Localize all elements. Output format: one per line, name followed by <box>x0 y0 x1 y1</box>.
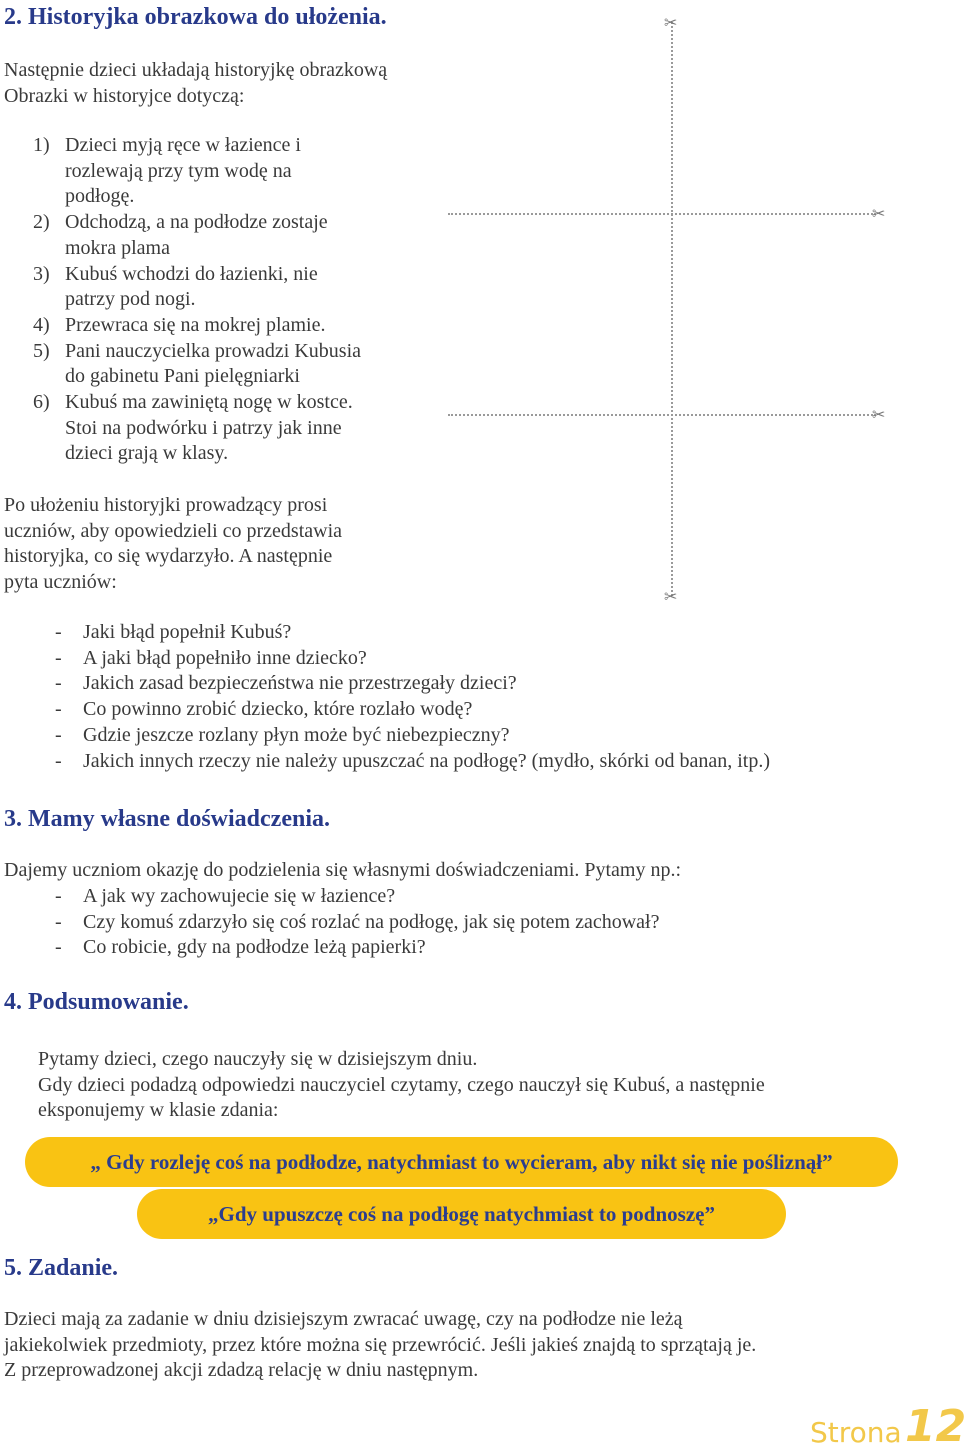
question-text: Jakich zasad bezpieczeństwa nie przestrzegały dzieci? <box>83 672 517 695</box>
story-step-number: 3) <box>33 262 50 285</box>
paragraph-line: Dzieci mają za zadanie w dniu dzisiejszym zwracać uwagę, czy na podłodze nie leżą <box>4 1308 683 1330</box>
dash-marker: - <box>55 723 62 746</box>
section-2-after <box>4 493 424 596</box>
scissors-icon: ✂ <box>664 587 678 606</box>
dash-marker: - <box>55 621 62 643</box>
cut-line-horizontal <box>448 213 876 215</box>
story-step-line: Odchodzą, a na podłodze zostaje <box>65 211 328 234</box>
question-item <box>55 697 915 723</box>
question-text: Czy komuś zdarzyło się coś rozlać na podłogę, jak się potem zachował? <box>83 910 660 933</box>
question-text: Gdzie jeszcze rozlany płyn może być niebezpieczny? <box>83 723 510 746</box>
story-step-number: 5) <box>33 339 50 362</box>
story-step-number: 1) <box>33 134 50 156</box>
story-step-line: Kubuś wchodzi do łazienki, nie <box>65 262 318 285</box>
rule-banner-2: „Gdy upuszczę coś na podłogę natychmiast to podnoszę” <box>137 1189 786 1239</box>
cut-line-vertical <box>671 22 673 596</box>
dash-marker: - <box>55 646 62 669</box>
section-2-questions <box>55 620 915 774</box>
story-step <box>33 262 433 313</box>
question-item <box>55 910 915 936</box>
story-step-number: 2) <box>33 211 50 234</box>
story-step-line: do gabinetu Pani pielęgniarki <box>65 365 300 388</box>
dash-marker: - <box>55 885 62 907</box>
dash-marker: - <box>55 672 62 695</box>
story-step <box>33 390 433 467</box>
question-text: Jakich innych rzeczy nie należy upuszczać na podłogę? (mydło, skórki od banan, itp.) <box>83 749 770 772</box>
dash-marker: - <box>55 749 62 772</box>
scissors-icon: ✂ <box>664 13 678 32</box>
story-step-number: 4) <box>33 313 50 336</box>
question-text: A jaki błąd popełniło inne dziecko? <box>83 646 367 669</box>
section-5-text <box>4 1307 944 1384</box>
section-2-intro <box>4 58 387 109</box>
paragraph-line: eksponujemy w klasie zdania: <box>38 1099 279 1122</box>
paragraph-line: jakiekolwiek przedmioty, przez które można się przewrócić. Jeśli jakieś znajdą to sprzątają je. <box>4 1333 757 1356</box>
intro-line: Następnie dzieci układają historyjkę obrazkową <box>4 59 388 81</box>
question-item <box>55 646 915 672</box>
story-step-number: 6) <box>33 391 50 414</box>
paragraph-line: historyjka, co się wydarzyło. A następnie <box>4 545 333 568</box>
dash-marker: - <box>55 910 62 933</box>
section-4-heading: 4. Podsumowanie. <box>4 989 189 1015</box>
question-text: Co powinno zrobić dziecko, które rozlało wodę? <box>83 698 473 721</box>
section-5-heading: 5. Zadanie. <box>4 1255 119 1281</box>
paragraph-line: Po ułożeniu historyjki prowadzący prosi <box>4 494 328 516</box>
scissors-icon: ✂ <box>872 204 886 223</box>
rule-banner-1: „ Gdy rozleję coś na podłodze, natychmiast to wycieram, aby nikt się nie pośliznął” <box>25 1137 898 1187</box>
story-step <box>33 133 433 210</box>
question-item <box>55 671 915 697</box>
story-step-line: Pani nauczycielka prowadzi Kubusia <box>65 339 362 362</box>
story-step <box>33 210 433 261</box>
question-item <box>55 935 915 961</box>
dash-marker: - <box>55 698 62 721</box>
story-steps-list <box>33 133 433 467</box>
story-step <box>33 339 433 390</box>
section-2-heading: 2. Historyjka obrazkowa do ułożenia. <box>4 4 387 30</box>
story-step-line: Kubuś ma zawiniętą nogę w kostce. <box>65 391 353 414</box>
story-step-line: patrzy pod nogi. <box>65 288 196 311</box>
section-3-intro: Dajemy uczniom okazję do podzielenia się własnymi doświadczeniami. Pytamy np.: <box>4 859 682 881</box>
intro-line: Obrazki w historyjce dotyczą: <box>4 84 245 107</box>
paragraph-line: Z przeprowadzonej akcji zdadzą relację w dniu następnym. <box>4 1359 479 1382</box>
paragraph-line: Pytamy dzieci, czego nauczyły się w dzisiejszym dniu. <box>38 1048 478 1070</box>
question-text: Jaki błąd popełnił Kubuś? <box>83 621 292 643</box>
question-text: A jak wy zachowujecie się w łazience? <box>83 885 396 907</box>
story-step-line: mokra plama <box>65 236 170 259</box>
story-step-line: rozlewają przy tym wodę na <box>65 159 292 182</box>
story-step-line: dzieci grają w klasy. <box>65 442 229 465</box>
paragraph-line: Gdy dzieci podadzą odpowiedzi nauczyciel czytamy, czego nauczył się Kubuś, a następnie <box>38 1073 765 1096</box>
story-step-line: Stoi na podwórku i patrzy jak inne <box>65 416 342 439</box>
story-step <box>33 313 433 339</box>
footer-page-number: 12 <box>905 1401 966 1452</box>
section-3-heading: 3. Mamy własne doświadczenia. <box>4 806 330 832</box>
dash-marker: - <box>55 936 62 959</box>
story-step-line: Dzieci myją ręce w łazience i <box>65 134 301 156</box>
question-item <box>55 723 915 749</box>
paragraph-line: pyta uczniów: <box>4 571 117 594</box>
question-item <box>55 620 915 646</box>
footer-page-label: Strona <box>810 1416 902 1449</box>
story-step-line: Przewraca się na mokrej plamie. <box>65 313 326 336</box>
question-text: Co robicie, gdy na podłodze leżą papierki? <box>83 936 426 959</box>
scissors-icon: ✂ <box>872 405 886 424</box>
cut-line-horizontal <box>448 414 876 416</box>
story-step-line: podłogę. <box>65 185 135 208</box>
question-item <box>55 749 915 775</box>
section-4-text <box>38 1047 938 1124</box>
question-item <box>55 884 915 910</box>
paragraph-line: uczniów, aby opowiedzieli co przedstawia <box>4 519 343 542</box>
section-3-questions <box>55 884 915 961</box>
